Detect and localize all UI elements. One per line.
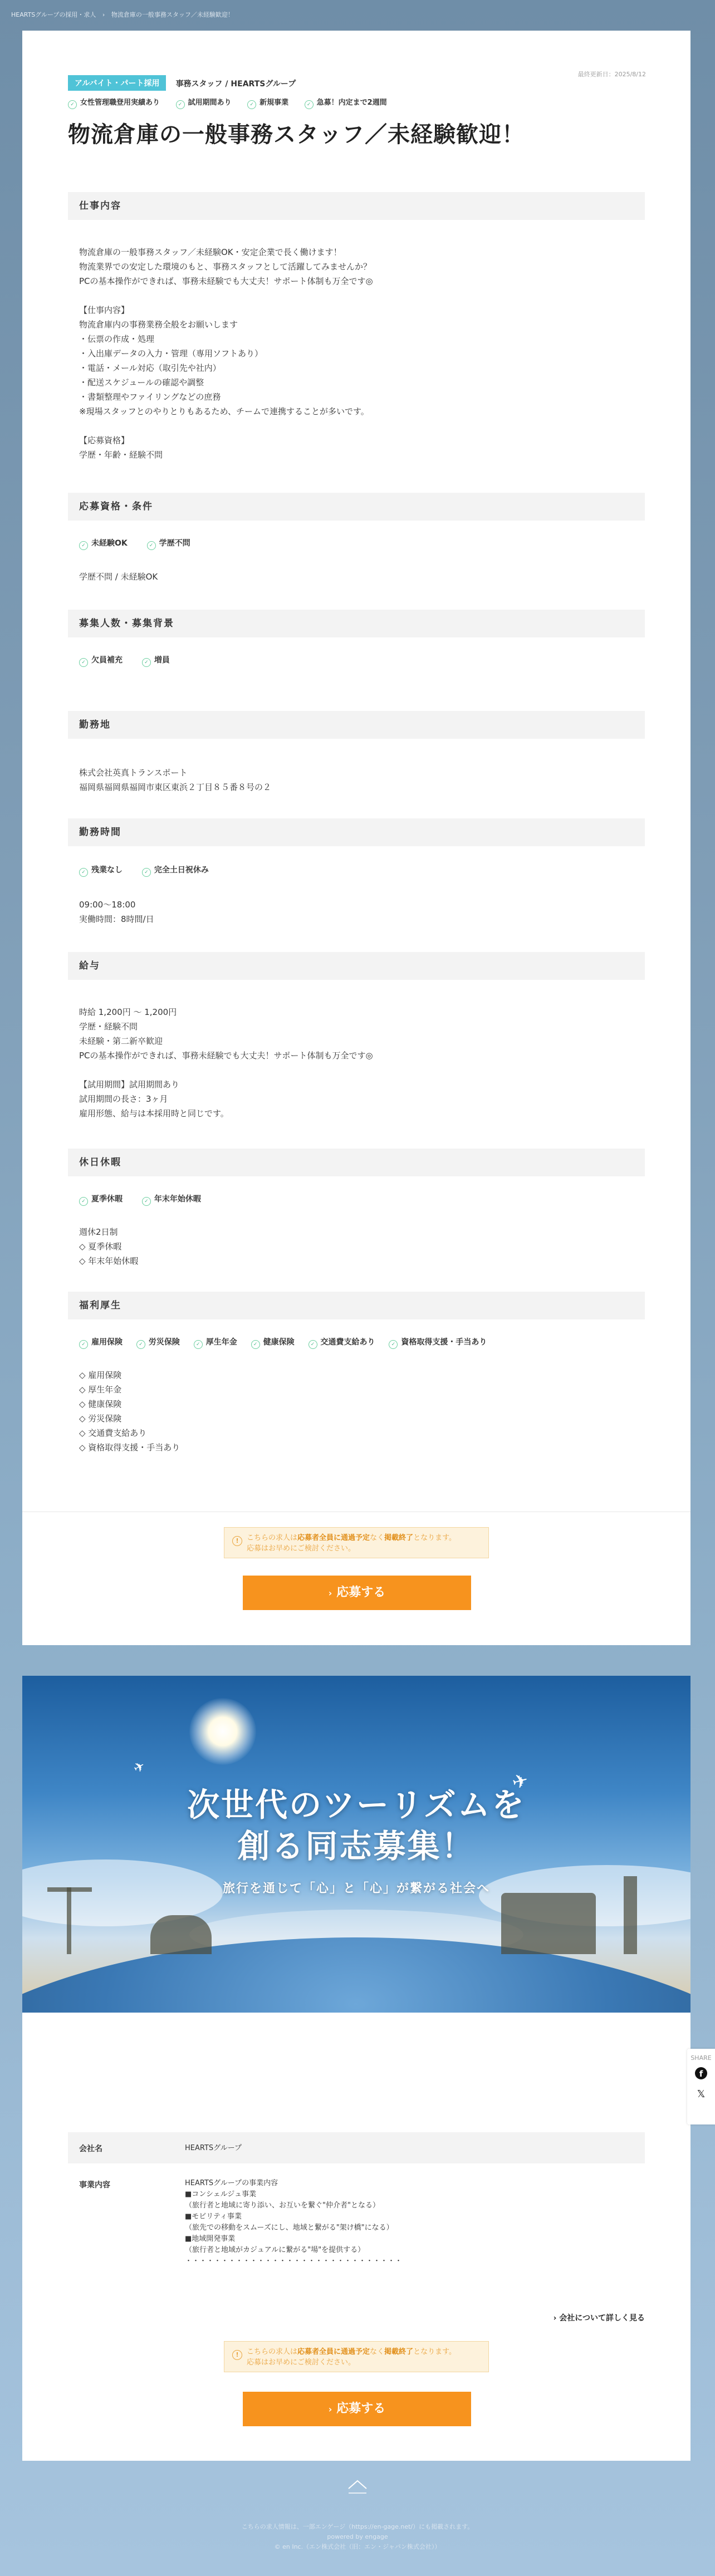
condition-chip: ✓ 健康保険 xyxy=(251,1336,295,1349)
job-header xyxy=(68,75,645,149)
footer xyxy=(0,2522,715,2552)
section-heading-location: 勤務地 xyxy=(68,711,645,739)
sun-graphic xyxy=(189,1698,256,1765)
condition-chip: ✓ 残業なし xyxy=(79,864,123,877)
warning-icon: ! xyxy=(232,1536,242,1546)
company-business-row xyxy=(68,2177,645,2288)
chevron-right-icon: › xyxy=(328,2404,332,2415)
check-icon: ✓ xyxy=(142,868,151,877)
job-tag: ✓ 急募！内定まで2週間 xyxy=(305,96,387,109)
requirements-chips xyxy=(79,537,207,550)
apply-button[interactable]: › 応募する xyxy=(243,2392,471,2426)
back-to-top-icon[interactable] xyxy=(346,2474,369,2496)
share-label: SHARE xyxy=(690,2054,712,2062)
hours-text: 09:00〜18:00 実働時間：8時間/日 xyxy=(79,900,154,924)
holiday-chips xyxy=(79,1193,218,1206)
landmark-graphic xyxy=(67,1887,71,1954)
section-heading-hours: 勤務時間 xyxy=(68,818,645,846)
condition-chip: ✓ 労災保険 xyxy=(136,1336,180,1349)
breadcrumb-home-link[interactable]: HEARTSグループの採用・求人 xyxy=(11,11,96,18)
condition-chip: ✓ 増員 xyxy=(142,654,170,667)
section-heading-recruit: 募集人数・募集背景 xyxy=(68,610,645,637)
condition-chip: ✓ 年末年始休暇 xyxy=(142,1193,201,1206)
check-icon: ✓ xyxy=(194,1340,203,1349)
condition-chip: ✓ 厚生年金 xyxy=(194,1336,237,1349)
check-icon: ✓ xyxy=(308,1340,317,1349)
company-name-value: HEARTSグループ xyxy=(185,2144,242,2152)
job-tags xyxy=(68,96,645,109)
recruit-chips xyxy=(79,654,187,667)
requirements-text: 学歴不問 / 未経験OK xyxy=(79,572,158,582)
job-tag: ✓ 女性管理職登用実績あり xyxy=(68,96,160,109)
section-heading-holiday: 休日休暇 xyxy=(68,1149,645,1176)
company-business-value: HEARTSグループの事業内容 ■コンシェルジュ事業 （旅行者と地域に寄り添い、お互いを繋ぐ"仲介者"となる） ■モビリティ事業 （旅先での移動をスムーズにし、地域と繋がる"架け橋"になる） ■地域開発事業 （旅行者と地域がカジュアルに繋がる"場"を提供する） ・・・・・・・・・・・・・・・・・・・・・・・・・・・・・・ xyxy=(185,2179,403,2265)
x-twitter-icon[interactable]: 𝕏 xyxy=(697,2088,706,2100)
company-business-label: 事業内容 xyxy=(79,2181,110,2190)
breadcrumb-separator-icon: › xyxy=(102,11,105,18)
check-icon: ✓ xyxy=(136,1340,145,1349)
condition-chip: ✓ 雇用保険 xyxy=(79,1336,123,1349)
footer-powered-by[interactable]: powered by engage xyxy=(327,2533,388,2540)
airplane-icon: ✈ xyxy=(510,1768,531,1795)
breadcrumb xyxy=(11,10,238,19)
check-icon: ✓ xyxy=(79,868,88,877)
hero-title: 次世代のツーリズムを 創る同志募集！ xyxy=(187,1786,526,1865)
company-name-label: 会社名 xyxy=(79,2145,102,2153)
check-icon: ✓ xyxy=(142,1197,151,1206)
check-icon: ✓ xyxy=(389,1340,398,1349)
job-tag: ✓ 新規事業 xyxy=(247,96,288,109)
check-icon: ✓ xyxy=(79,1340,88,1349)
apply-button[interactable]: › 応募する xyxy=(243,1576,471,1610)
hours-chips xyxy=(79,864,226,877)
welfare-text: ◇ 雇用保険 ◇ 厚生年金 ◇ 健康保険 ◇ 労災保険 ◇ 交通費支給あり ◇ 資格取得支援・手当あり xyxy=(79,1370,180,1453)
breadcrumb-current: 物流倉庫の一般事務スタッフ／未経験歓迎！ xyxy=(111,11,234,18)
condition-chip: ✓ 資格取得支援・手当あり xyxy=(389,1336,487,1349)
condition-chip: ✓ 完全土日祝休み xyxy=(142,864,209,877)
section-heading-welfare: 福利厚生 xyxy=(68,1292,645,1319)
condition-chip: ✓ 交通費支給あり xyxy=(308,1336,375,1349)
company-more-link[interactable]: › 会社について詳しく見る xyxy=(553,2314,645,2323)
check-icon: ✓ xyxy=(79,541,88,550)
warning-icon: ! xyxy=(232,2350,242,2360)
section-heading-work: 仕事内容 xyxy=(68,192,645,220)
employment-type-badge: アルバイト・パート採用 xyxy=(68,75,166,91)
check-icon: ✓ xyxy=(79,658,88,667)
hero-subtitle: 旅行を通じて「心」と「心」が繋がる社会へ xyxy=(222,1882,490,1896)
job-tag: ✓ 試用期間あり xyxy=(176,96,232,109)
check-icon: ✓ xyxy=(79,1197,88,1206)
company-card xyxy=(22,1676,690,2461)
company-hero-image xyxy=(22,1676,690,2013)
job-detail-card xyxy=(22,31,690,1645)
check-icon: ✓ xyxy=(305,100,314,109)
updated-date: 最終更新日：2025/8/12 xyxy=(577,71,646,78)
condition-chip: ✓ 未経験OK xyxy=(79,537,128,550)
closing-notice: ! こちらの求人は応募者全員に通過予定なく掲載終了となります。 応募はお早めにご検討ください。 xyxy=(224,1527,489,1558)
condition-chip: ✓ 欠員補充 xyxy=(79,654,123,667)
footer-copyright: © en Inc.（エン株式会社（旧：エン・ジャパン株式会社）） xyxy=(274,2543,441,2550)
facebook-icon[interactable]: f xyxy=(695,2067,707,2079)
closing-notice: ! こちらの求人は応募者全員に通過予定なく掲載終了となります。 応募はお早めにご検討ください。 xyxy=(224,2341,489,2372)
location-text: 株式会社英真トランスポート 福岡県福岡県福岡市東区東浜２丁目８５番８号の２ xyxy=(79,768,272,792)
check-icon: ✓ xyxy=(247,100,256,109)
check-icon: ✓ xyxy=(68,100,77,109)
section-heading-requirements: 応募資格・条件 xyxy=(68,493,645,521)
footer-engage-note: こちらの求人情報は、一部エンゲージ（https://en-gage.net/）にも掲載されます。 xyxy=(241,2523,474,2530)
condition-chip: ✓ 夏季休暇 xyxy=(79,1193,123,1206)
welfare-chips xyxy=(79,1336,498,1349)
check-icon: ✓ xyxy=(176,100,185,109)
work-description: 物流倉庫の一般事務スタッフ／未経験OK・安定企業で長く働けます！ 物流業界での安定した環境のもと、事務スタッフとして活躍してみませんか？ PCの基本操作ができれば、事務未経験でも大丈夫！サポート体制も万全です◎ 【仕事内容】 物流倉庫内の事務業務全般をお願いします ・伝票の作成・処理 ・入出庫データの入力・管理（専用ソフトあり） ・電話・メール対応（取引先や社内） ・配送スケジュールの確認や調整 ・書類整理やファイリングなどの庶務 ※現場スタッフとのやりとりもあるため、チームで連携することが多いです。 【応募資格】 学歴・年齢・経験不問 xyxy=(79,247,373,460)
airplane-icon: ✈ xyxy=(130,1757,148,1777)
company-name-row xyxy=(68,2132,645,2163)
holiday-text: 週休2日制 ◇ 夏季休暇 ◇ 年末年始休暇 xyxy=(79,1227,139,1266)
condition-chip: ✓ 学歴不問 xyxy=(147,537,190,550)
share-widget xyxy=(687,2049,715,2124)
chevron-right-icon: › xyxy=(328,1588,332,1598)
section-heading-salary: 給与 xyxy=(68,952,645,980)
job-category: 事務スタッフ / HEARTSグループ xyxy=(175,79,296,89)
check-icon: ✓ xyxy=(142,658,151,667)
check-icon: ✓ xyxy=(147,541,156,550)
salary-text: 時給 1,200円 〜 1,200円 学歴・経験不問 未経験・第二新卒歓迎 PCの基本操作ができれば、事務未経験でも大丈夫！サポート体制も万全です◎ 【試用期間】試用期間あり 試用期間の長さ：3ヶ月 雇用形態、給与は本採用時と同じです。 xyxy=(79,1007,373,1118)
landmark-graphic xyxy=(501,1893,596,1954)
job-title: 物流倉庫の一般事務スタッフ／未経験歓迎！ xyxy=(68,122,525,148)
check-icon: ✓ xyxy=(251,1340,260,1349)
landmark-graphic xyxy=(150,1915,212,1954)
